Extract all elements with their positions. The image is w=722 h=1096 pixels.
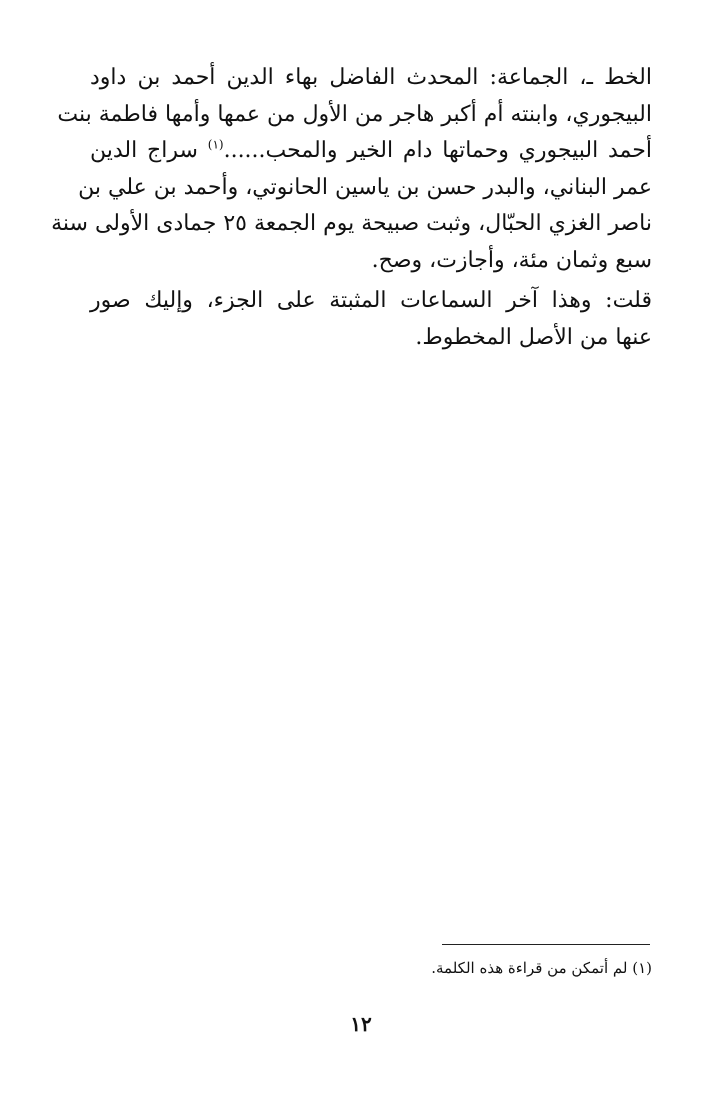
- footnote-divider: [442, 944, 650, 945]
- footnote-reference: (١): [207, 137, 224, 152]
- text-line-1: الخط ـ، الجماعة: المحدث الفاضل بهاء الدين أحمد بن داود: [90, 65, 652, 90]
- text-line-7: قلت: وهذا آخر السماعات المثبتة على الجزء، وإليك صور: [90, 288, 652, 313]
- footnote-text: لم أتمكن من قراءة هذه الكلمة.: [431, 959, 628, 977]
- text-line-3-tail: سراج الدين: [90, 138, 198, 163]
- footnote-marker: (١): [632, 959, 652, 977]
- main-text: [51, 60, 652, 356]
- text-line-8: عنها من الأصل المخطوط.: [415, 324, 652, 350]
- text-line-5: ناصر الغزي الحبّال، وثبت صبيحة يوم الجمعة ٢٥ جمادى الأولى سنة: [51, 211, 652, 236]
- page-number: ١٢: [350, 1012, 372, 1036]
- text-line-6: سبع وثمان مئة، وأجازت، وصح.: [371, 247, 652, 273]
- text-line-4: عمر البناني، والبدر حسن بن ياسين الحانوتي، وأحمد بن علي بن: [78, 174, 652, 200]
- text-line-3-main: أحمد البيجوري وحماتها دام الخير والمحب......: [223, 138, 652, 163]
- text-line-2: البيجوري، وابنته أم أكبر هاجر من الأول من عمها وأمها فاطمة بنت: [57, 101, 652, 127]
- text-line-3: [90, 133, 652, 170]
- footnote: [431, 956, 652, 980]
